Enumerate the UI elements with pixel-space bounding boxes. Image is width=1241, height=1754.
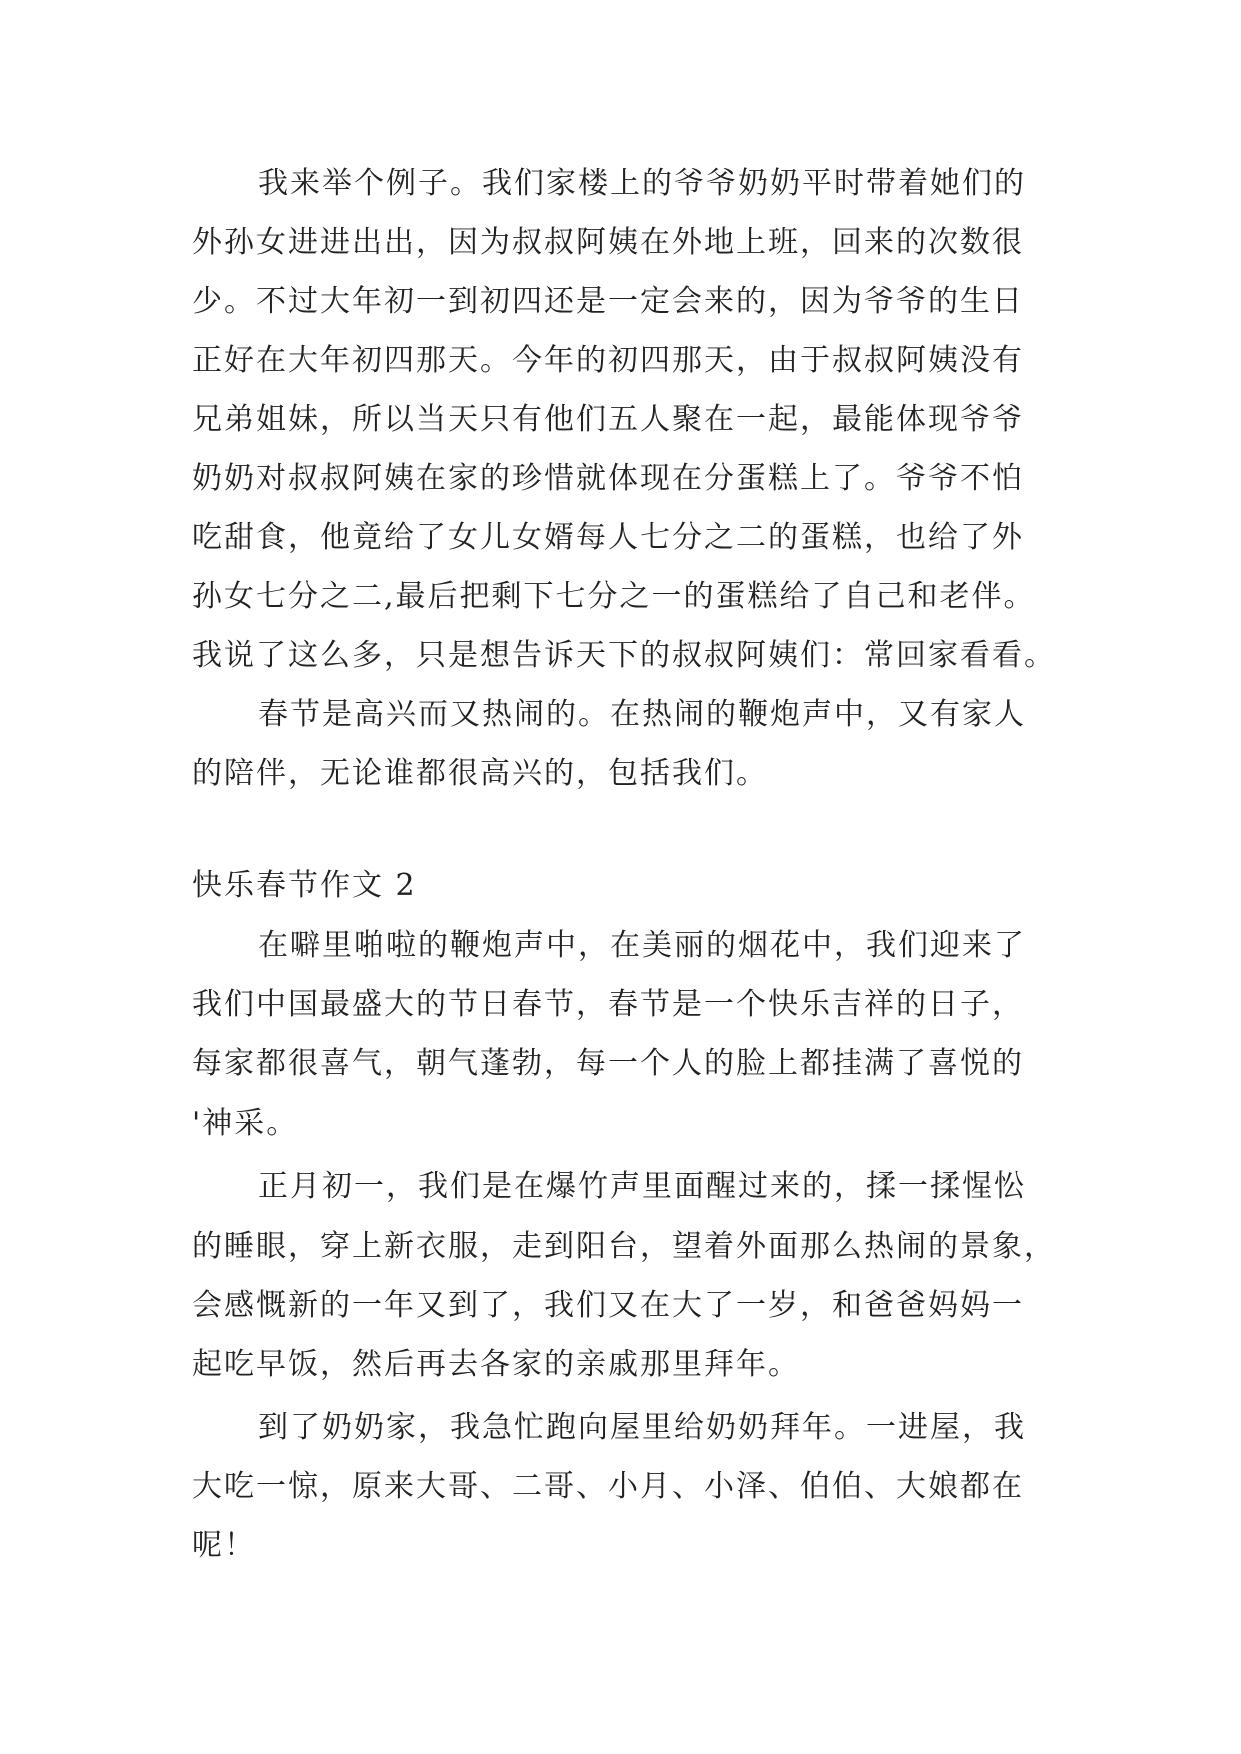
paragraph-line: 我说了这么多，只是想告诉天下的叔叔阿姨们：常回家看看。 xyxy=(192,638,1056,673)
paragraph-line: 大吃一惊，原来大哥、二哥、小月、小泽、伯伯、大娘都在 xyxy=(192,1469,1024,1504)
paragraph-line: 起吃早饭，然后再去各家的亲戚那里拜年。 xyxy=(192,1347,800,1382)
section-heading: 快乐春节作文 2 xyxy=(192,868,417,903)
paragraph-line: 少。不过大年初一到初四还是一定会来的，因为爷爷的生日 xyxy=(192,284,1024,319)
paragraph-line: 外孙女进进出出，因为叔叔阿姨在外地上班，回来的次数很 xyxy=(192,225,1024,260)
paragraph-line: 吃甜食，他竟给了女儿女婿每人七分之二的蛋糕，也给了外 xyxy=(192,520,1024,555)
paragraph-line: 我来举个例子。我们家楼上的爷爷奶奶平时带着她们的 xyxy=(258,166,1026,201)
paragraph-line: 奶奶对叔叔阿姨在家的珍惜就体现在分蛋糕上了。爷爷不怕 xyxy=(192,461,1024,496)
paragraph-line: '神采。 xyxy=(192,1106,299,1141)
paragraph-line: 会感慨新的一年又到了，我们又在大了一岁，和爸爸妈妈一 xyxy=(192,1288,1024,1323)
paragraph-line: 春节是高兴而又热闹的。在热闹的鞭炮声中，又有家人 xyxy=(258,697,1026,732)
paragraph-line: 兄弟姐妹，所以当天只有他们五人聚在一起，最能体现爷爷 xyxy=(192,402,1024,437)
paragraph-line: 正好在大年初四那天。今年的初四那天，由于叔叔阿姨没有 xyxy=(192,343,1024,378)
paragraph-line: 孙女七分之二,最后把剩下七分之一的蛋糕给了自己和老伴。 xyxy=(192,579,1036,614)
paragraph-line: 的陪伴，无论谁都很高兴的，包括我们。 xyxy=(192,756,768,791)
paragraph-line: 到了奶奶家，我急忙跑向屋里给奶奶拜年。一进屋，我 xyxy=(258,1410,1026,1445)
paragraph-line: 呢！ xyxy=(192,1528,256,1563)
paragraph-line: 正月初一，我们是在爆竹声里面醒过来的，揉一揉惺忪 xyxy=(258,1169,1026,1204)
paragraph-line: 每家都很喜气，朝气蓬勃，每一个人的脸上都挂满了喜悦的 xyxy=(192,1046,1024,1081)
paragraph-line: 我们中国最盛大的节日春节，春节是一个快乐吉祥的日子， xyxy=(192,987,1024,1022)
paragraph-line: 的睡眼，穿上新衣服，走到阳台，望着外面那么热闹的景象， xyxy=(192,1229,1056,1264)
paragraph-line: 在噼里啪啦的鞭炮声中，在美丽的烟花中，我们迎来了 xyxy=(258,928,1026,963)
